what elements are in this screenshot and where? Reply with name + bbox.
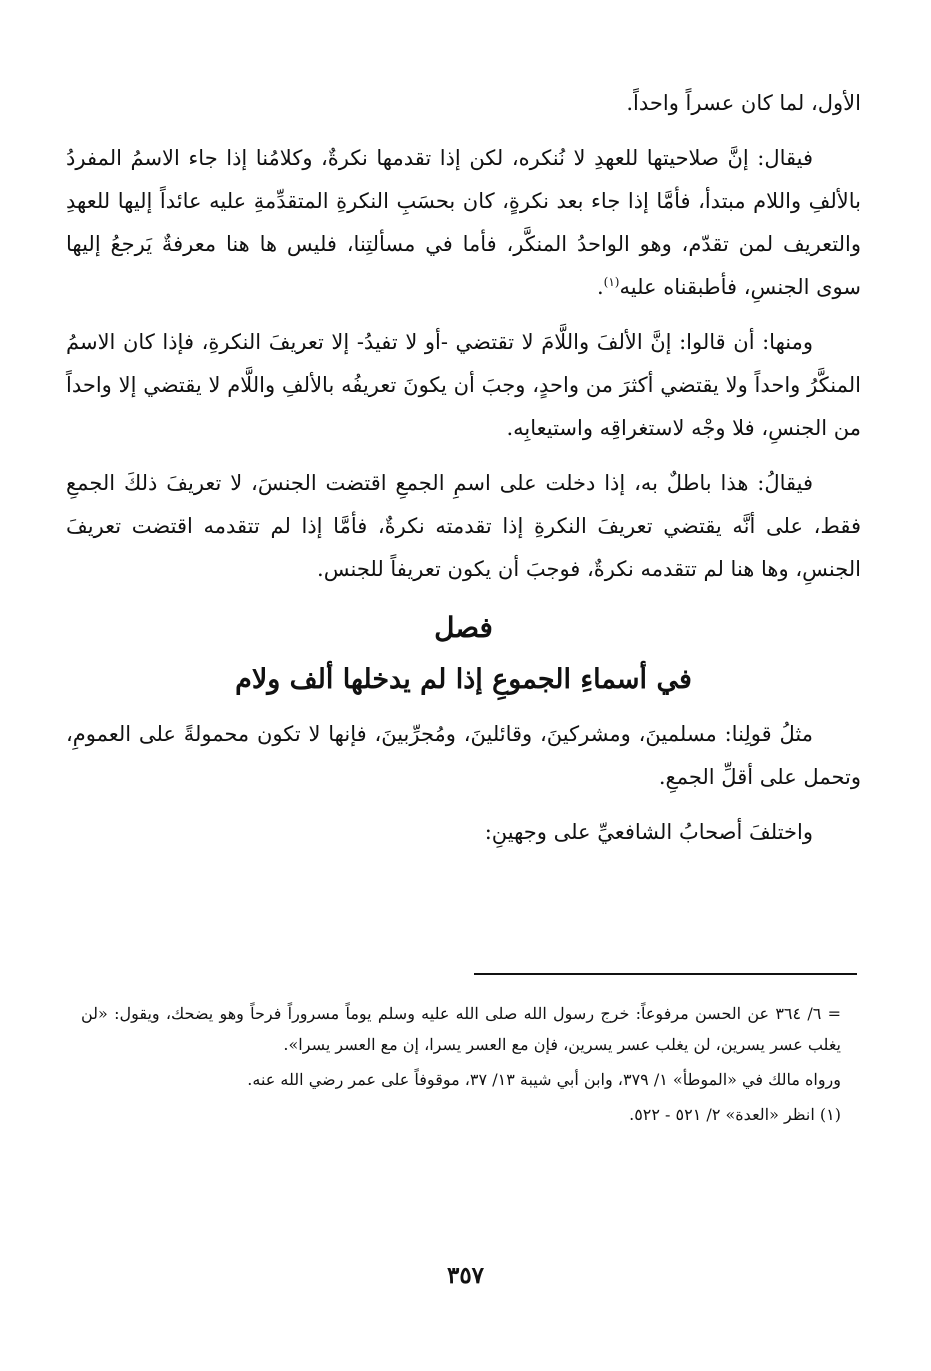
footnote-continuation: = ٦/ ٣٦٤ عن الحسن مرفوعاً: خرج رسول الله صلى الله عليه وسلم يوماً مسروراً فرحاً وهو يضحك، ويقول: «لن يغلب عسر يسرين، لن يغلب عسر يسرين، فإن مع العسر يسرا، إن مع العسر يسرا». — [81, 1004, 841, 1054]
paragraph-response — [66, 137, 861, 309]
section-subtitle: في أسماءِ الجموعِ إذا لم يدخلها ألف ولام — [235, 664, 692, 695]
paragraph-disagreement: واختلفَ أصحابُ الشافعيِّ على وجهينِ: — [484, 820, 813, 844]
footnote-source: ورواه مالك في «الموطأ» ١/ ٣٧٩، وابن أبي شيبة ١٣/ ٣٧، موقوفاً على عمر رضي الله عنه. — [247, 1070, 841, 1089]
footnote-1: (١) انظر «العدة» ٢/ ٥٢١ - ٥٢٢. — [629, 1105, 841, 1124]
footnote-reference[interactable]: (١) — [603, 275, 620, 289]
paragraph-example: مثلُ قولِنا: مسلمينَ، ومشركينَ، وقائلينَ، ومُجرِّبينَ، فإنها لا تكون محمولةً على العمومِ، وتحمل على أقلِّ الجمعِ. — [66, 722, 861, 789]
footnote-separator — [474, 973, 857, 975]
footnotes — [81, 998, 841, 1134]
section-title: فصل — [434, 611, 493, 644]
paragraph-reply: فيقالُ: هذا باطلٌ به، إذا دخلت على اسمِ الجمعِ اقتضت الجنسَ، لا تعريفَ ذلكَ الجمعِ فقط، على أنَّه يقتضي تعريفَ النكرةِ إذا تقدمته نكرةٌ، فأمَّا إذا لم تتقدمه اقتضت تعريفَ الجنسِ، وها هنا لم تتقدمه نكرةٌ، فوجبَ أن يكون تعريفاً للجنس. — [66, 471, 861, 581]
paragraph-end-mark: . — [596, 275, 604, 299]
paragraph-response-text: فيقال: إنَّ صلاحيتها للعهدِ لا نُنكره، لكن إذا تقدمها نكرةٌ، وكلامُنا إذا جاء الاسمُ المفردُ بالألفِ واللام مبتدأ، فأمَّا إذا جاء بعد نكرةٍ، كان بحسَبِ النكرةِ المتقدِّمةِ عليه عائداً إليها للعهدِ والتعريف لمن تقدّم، وهو الواحدُ المنكَّر، فأما في مسألتِنا، فليس ها هنا معرفةٌ يَرجعُ إليها سوى الجنسِ، فأطبقناه عليه — [66, 146, 861, 299]
paragraph-continuation: الأول، لما كان عسراً واحداً. — [626, 91, 861, 115]
main-text — [66, 82, 861, 866]
paragraph-objection: ومنها: أن قالوا: إنَّ الألفَ واللَّامَ لا تقتضي -أو لا تفيدُ- إلا تعريفَ النكرةِ، فإذا كان الاسمُ المنكَّرُ واحداً ولا يقتضي أكثرَ من واحدٍ، وجبَ أن يكونَ تعريفُه بالألفِ واللَّام لا يقتضي إلا واحداً من الجنسِ، فلا وجْه لاستغراقِه واستيعابِه. — [66, 330, 861, 440]
page-number: ٣٥٧ — [446, 1262, 485, 1289]
